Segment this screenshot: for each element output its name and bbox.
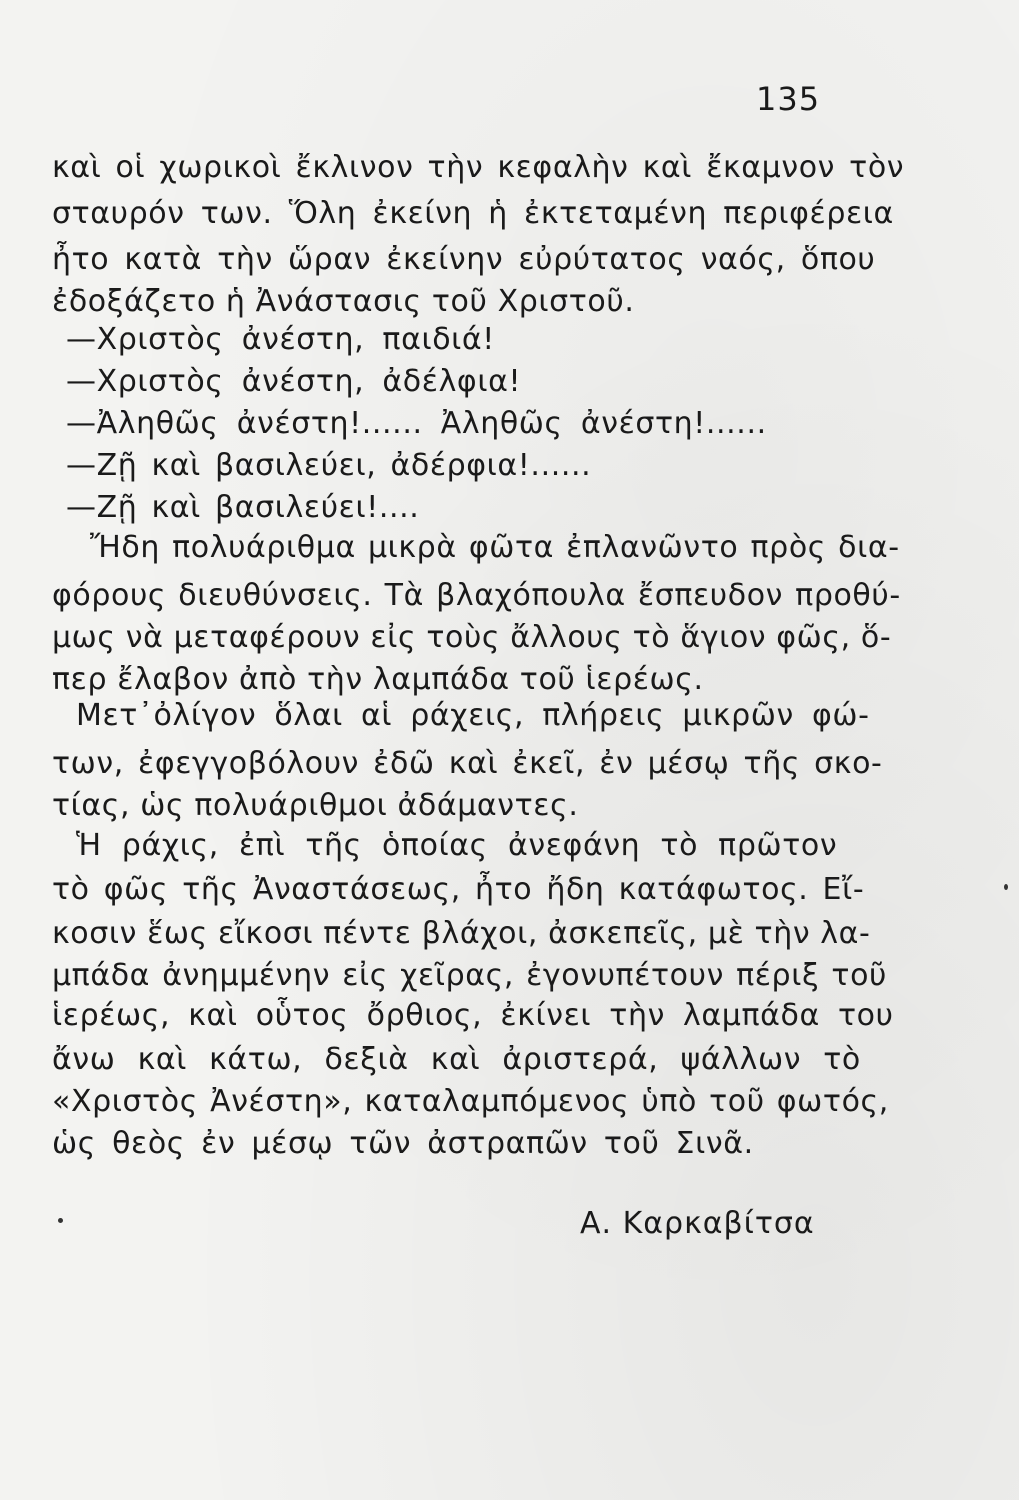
text-line: ἱερέως, καὶ οὗτος ὄρθιος, ἐκίνει τὴν λαμπάδα του [52, 998, 894, 1033]
text-line: σταυρόν των. Ὅλη ἐκείνη ἡ ἐκτεταμένη περιφέρεια [52, 196, 894, 231]
text-line: —Ζῇ καὶ βασιλεύει, ἀδέρφια!...... [66, 448, 592, 483]
text-line: Ἡ ράχις, ἐπὶ τῆς ὁποίας ἀνεφάνη τὸ πρῶτον [76, 828, 838, 863]
text-line: ἐδοξάζετο ἡ Ἀνάστασις τοῦ Χριστοῦ. [52, 284, 635, 319]
text-line: τὸ φῶς τῆς Ἀναστάσεως, ἦτο ἤδη κατάφωτος. Εἴ- [52, 872, 865, 907]
ink-speck [58, 1218, 63, 1223]
text-line: Μετ᾽ὀλίγον ὅλαι αἱ ράχεις, πλήρεις μικρῶν φώ- [76, 698, 870, 733]
text-line: ἦτο κατὰ τὴν ὥραν ἐκείνην εὐρύτατος ναός, ὅπου [52, 242, 876, 277]
text-line: φόρους διευθύνσεις. Τὰ βλαχόπουλα ἔσπευδον προθύ- [52, 578, 901, 613]
text-line: μπάδα ἀνημμένην εἰς χεῖρας, ἐγονυπέτουν πέριξ τοῦ [52, 958, 887, 993]
text-line: Ἤδη πολυάριθμα μικρὰ φῶτα ἐπλανῶντο πρὸς δια- [90, 530, 900, 565]
text-line: ἄνω καὶ κάτω, δεξιὰ καὶ ἀριστερά, ψάλλων τὸ [52, 1042, 861, 1077]
page-number: 135 [756, 80, 821, 118]
text-line: —Ζῇ καὶ βασιλεύει!.... [66, 490, 420, 525]
text-line: καὶ οἱ χωρικοὶ ἔκλινον τὴν κεφαλὴν καὶ ἔκαμνον τὸν [52, 150, 905, 185]
text-line: περ ἔλαβον ἀπὸ τὴν λαμπάδα τοῦ ἱερέως. [52, 662, 704, 697]
text-line: κοσιν ἕως εἴκοσι πέντε βλάχοι, ἀσκεπεῖς, μὲ τὴν λα- [52, 916, 871, 951]
text-line: μως νὰ μεταφέρουν εἰς τοὺς ἄλλους τὸ ἅγιον φῶς, ὅ- [52, 620, 892, 655]
text-line: τίας, ὡς πολυάριθμοι ἀδάμαντες. [52, 788, 579, 823]
author-signature: Α. Καρκαβίτσα [580, 1206, 815, 1241]
text-line: «Χριστὸς Ἀνέστη», καταλαμπόμενος ὑπὸ τοῦ φωτός, [52, 1084, 889, 1119]
ink-speck [1004, 884, 1008, 890]
text-line: —Ἀληθῶς ἀνέστη!...... Ἀληθῶς ἀνέστη!...... [66, 406, 767, 441]
text-line: —Χριστὸς ἀνέστη, παιδιά! [66, 322, 495, 357]
text-line: των, ἐφεγγοβόλουν ἐδῶ καὶ ἐκεῖ, ἐν μέσῳ τῆς σκο- [52, 746, 883, 781]
text-line: —Χριστὸς ἀνέστη, ἀδέλφια! [66, 364, 522, 399]
text-line: ὡς θεὸς ἐν μέσῳ τῶν ἀστραπῶν τοῦ Σινᾶ. [52, 1126, 754, 1161]
